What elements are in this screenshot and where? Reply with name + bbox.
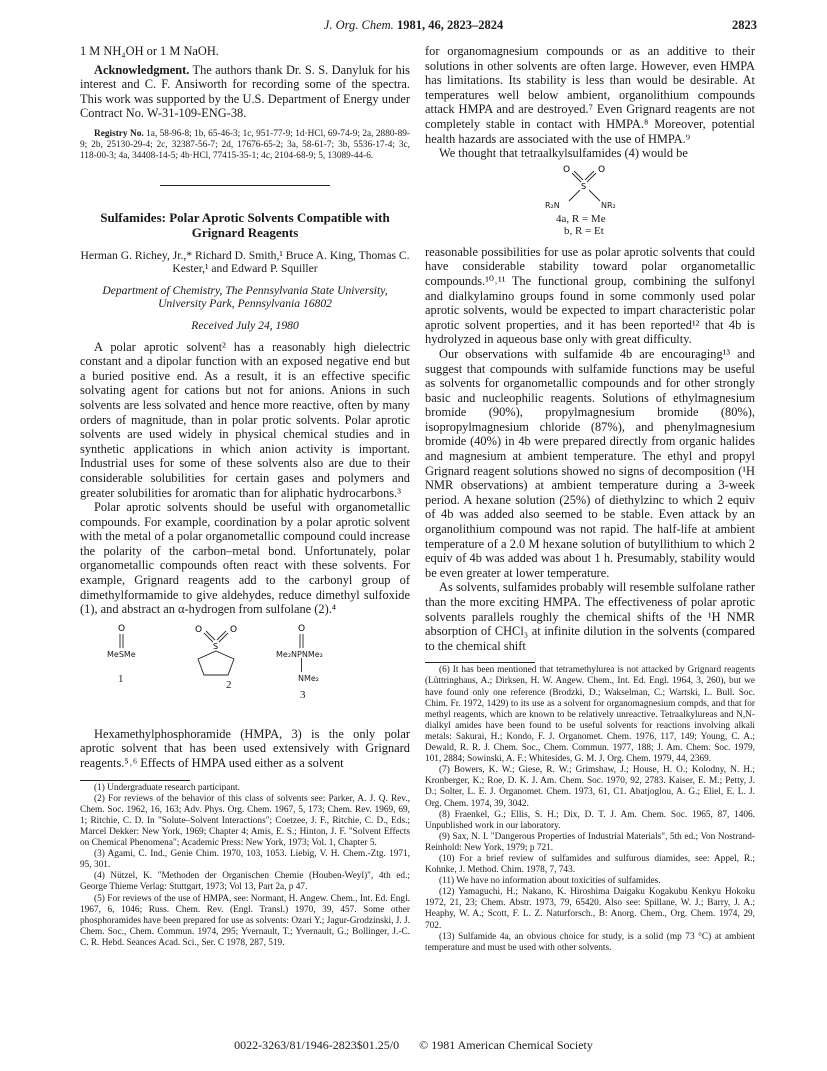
left-column (80, 44, 410, 949)
structure-2-number: 2 (226, 678, 232, 691)
structure-4-left-group: R₂N (545, 200, 560, 210)
article-affiliation: Department of Chemistry, The Pennsylvania State University, University Park, Pennsylvania 16802 (102, 283, 388, 311)
right-paragraph-4: Our observations with sulfamide 4b are encouraging¹³ and suggest that compounds with sulfamide functions may be useful as solvents for organometallic compounds and for other strongly basic and nucleophilic reagents. Solutions of ethylmagnesium bromide (90%), propylmagnesium bromide (80%), isopropylmagnesium chloride (87%), and phenylmagnesium bromide (40%) in 4b were prepared directly from organic halides and magnesium at ambient temperature. The ethyl and propyl Grignard reagent solutions showed no signs of decomposition (¹H NMR observations) at ambient temperature during a 3-week period. A hexane solution (25%) of diethylzinc to which 2 equiv of 4b was added also seemed to be stable. Even attack by an organolithium compound was not rapid. The half-life at ambient temperature of a 2.0 M hexane solution of butyllithium to which 2 equiv of 4b was added was about 1 h. Presumably, stability would be even greater at lower temperature. (425, 346, 755, 580)
structure-3-label-bottom: NMe₂ (298, 673, 320, 683)
publication-code: 0022-3263/81/1946-2823$01.25/0 (234, 1038, 400, 1052)
structure-4 (425, 161, 755, 237)
continued-line: 1 M NH₄OH or 1 M NaOH. (80, 44, 219, 58)
journal-name: J. Org. Chem. (323, 18, 394, 32)
footnote-13: (13) Sulfamide 4a, an obvious choice for study, is a solid (mp 73 °C) at ambient temperature and must be used with other solvents. (425, 931, 755, 953)
footnote-2: (2) For reviews of the behavior of this class of solvents see: Parker, A. J. Q. Rev., Chem. Soc. 1962, 16, 163; Adv. Phys. Org. Chem. 1967, 5, 173; Chem. Rev. 1969, 69, 1; Ritchie, C. D. In "Solute–Solvent Interactions"; Coetzee, J. F., Ritchie, C. D., Eds.; Marcel Dekker: New York, 1969; Chapter 4; Amis, E. S.; Hinton, J. F. "Solvent Effects on Chemical Phenomena"; Academic Press: New York, 1973; Vol. 1, Chapter 5. (80, 793, 410, 849)
structure-4b-label: b, R = Et (564, 224, 604, 237)
svg-text:O: O (118, 623, 126, 634)
svg-text:O: O (598, 164, 606, 175)
footnote-7: (7) Bowers, K. W.; Giese, R. W.; Grimshaw, J.; House, H. O.; Kolodny, N. H.; Kronberger, K.; Roe, D. K. J. Am. Chem. Soc. 1970, 92, 2783. Kaiser, E. M.; Petty, J. D.; Solter, L. E. J. Organomet. Chem. 1973, 61, C1. Abatjoglou, A. G.; Eliel, E. L. J. Org. Chem. 1974, 39, 3042. (425, 765, 755, 809)
journal-citation: 1981, 46, 2823–2824 (393, 18, 504, 32)
section-divider (160, 185, 330, 186)
structure-4-right-group: NR₂ (601, 200, 616, 210)
article-authors: Herman G. Richey, Jr.,* Richard D. Smith,¹ Bruce A. King, Thomas C. Kester,¹ and Edward P. Squiller (80, 248, 410, 276)
right-paragraph-5: As solvents, sulfamides probably will resemble sulfolane rather than the more exciting HMPA. The effectiveness of polar aprotic solvents parallels roughly the chemical shifts of the ¹H NMR absorption of CHCl₃ at infinite dilution in the solvents (compared to the chemical shift (425, 580, 755, 653)
right-paragraph-1: for organomagnesium compounds or as an additive to their solutions in other solvents are often large. However, even HMPA has limitations. Its stability is less than would be desirable. At temperatures well below ambient, organolithium compounds attack HMPA and are destroyed.⁷ Even Grignard reagents are not completely stable in contact with HMPA.⁸ Moreover, potential health hazards are associated with the use of HMPA.⁹ (425, 44, 755, 146)
structure-4a-label: 4a, R = Me (556, 212, 606, 225)
right-footnotes (425, 665, 755, 953)
footnote-6: (6) It has been mentioned that tetramethylurea is not attacked by Grignard reagents (Lüttringhaus, A.; Dirksen, H. W. Angew. Chem., Int. Ed. Engl. 1964, 3, 260), but we have found only one reference (Brodzki, D.; Wakselman, C.; Wartski, L. Bull. Soc. Chim. Fr. 1972, 1429) to its use as a solvent for organomagnesium compds, and that for methyl reagents, which are known to be relatively unreactive. Tetraalkylureas and N,N-dialkyl amides have been found to be useful solvents for reactions involving alkali metals: Sakurai, H.; Kondo, F. J. Organomet. Chem. 1976, 117, 149; Young, C. A.; Dewald, R. R. J. Chem. Soc., Chem. Commun. 1977, 188; J. Am. Chem. Soc. 1979, 101, 2884; Sowinski, A. F.; Whitesides, G. M. J. Org. Chem. 1979, 44, 2369. (425, 665, 755, 765)
footnote-9: (9) Sax, N. I. "Dangerous Properties of Industrial Materials", 5th ed.; Von Nostrand-Reinhold: New York, 1979; p 721. (425, 831, 755, 853)
registry-numbers (80, 129, 410, 163)
registry-body: 1a, 58-96-8; 1b, 65-46-3; 1c, 951-77-9; 1d·HCl, 69-74-9; 2a, 2880-89-9; 2b, 25130-29-4; 2c, 32387-56-7; 2d, 17676-65-2; 3a, 58-61-7; 3b, 5536-17-4; 3c, 118-00-3; 4a, 34408-14-5; 4b·HCl, 77415-35-1; 4c, 2104-68-9; 5, 13089-44-6. (80, 128, 410, 162)
structures-1-2-3 (80, 617, 410, 727)
left-footnotes (80, 783, 410, 949)
registry-title: Registry No. (94, 128, 144, 139)
structure-3-number: 3 (300, 688, 306, 701)
svg-text:S: S (213, 641, 219, 651)
page-footer (0, 1038, 827, 1053)
acknowledgment-title: Acknowledgment. (94, 62, 190, 77)
acknowledgment-body: The authors thank Dr. S. S. Danyluk for his interest and C. F. Ansiworth for recording some of the spectra. This work was supported by the U.S. Department of Energy under Contract No. W-31-109-ENG-38. (80, 62, 410, 121)
running-head (70, 18, 757, 36)
svg-text:O: O (230, 624, 238, 635)
svg-text:O: O (298, 623, 306, 634)
footnote-5: (5) For reviews of the use of HMPA, see: Normant, H. Angew. Chem., Int. Ed. Engl. 1967, 6, 1046; Russ. Chem. Rev. (Engl. Transl.) 1970, 39, 457. Some other phosphoramides have been prepared for use as solvents: Ozari Y.; Jagur-Grodzinski, J. J. Chem. Soc., Chem. Commun. 1974, 295; Yvernault, T.; Yvernault, G.; Bollinger, J.-C. C. R. Hebd. Seances Acad. Sci., Ser. C 1978, 287, 519. (80, 893, 410, 948)
right-footnote-rule (425, 662, 535, 663)
svg-text:S: S (581, 181, 587, 191)
structure-3-label-top: Me₂NPNMe₂ (276, 649, 323, 659)
right-paragraph-3: reasonable possibilities for use as polar aprotic solvents that could have considerable stability toward polar organometallic compounds.¹⁰˒¹¹ The functional group, combining the sulfonyl and dialkylamino groups found in some commonly used polar aprotic solvents, would be expected to impart characteristic polar aprotic solvent properties, and it has been reported¹² that 4b is hydrolyzed in aqueous base only with great difficulty. (425, 244, 755, 347)
structure-1-label: MeSMe (107, 649, 136, 659)
footnote-11: (11) We have no information about toxicities of sulfamides. (439, 876, 661, 887)
body-paragraph-3: Hexamethylphosphoramide (HMPA, 3) is the only polar aprotic solvent that has been used extensively with Grignard reagents.⁵˒⁶ Effects of HMPA used either as a solvent (80, 726, 410, 771)
footnote-8: (8) Fraenkel, G.; Ellis, S. H.; Dix, D. T. J. Am. Chem. Soc. 1965, 87, 1406. Unpublished work in our laboratory. (425, 809, 755, 831)
footnote-rule (80, 780, 190, 781)
right-column (425, 44, 755, 954)
right-paragraph-2: We thought that tetraalkylsulfamides (4) would be (439, 146, 688, 161)
footnote-10: (10) For a brief review of sulfamides and sulfurous diamides, see: Appel, R.; Kohnke, J. Method. Chim. 1978, 7, 743. (425, 853, 755, 876)
body-paragraph-1: A polar aprotic solvent² has a reasonably high dielectric constant and a dipolar function with an exposed negative end but a buried positive end. As a result, it is an effective specific solvating agent for cations but not for anions. Anions in such solvents are less solvated and hence more reactive, often by many orders of magnitude, than in polar protic solvents. Polar aprotic solvents are used widely in physical chemical studies and in synthetic applications in which anion activity is important. Industrial uses for some of these solvents also are due to their considerable solubilities for certain gases and polymers and greater solubilities for aromatic than for aliphatic hydrocarbons.³ (80, 339, 410, 500)
svg-text:O: O (563, 164, 571, 175)
copyright-notice: © 1981 American Chemical Society (419, 1038, 593, 1052)
article-title: Sulfamides: Polar Aprotic Solvents Compatible with Grignard Reagents (100, 209, 390, 241)
footnote-1: (1) Undergraduate research participant. (94, 782, 240, 793)
acknowledgment (80, 63, 410, 121)
footnote-4: (4) Nützel, K. "Methoden der Organischen Chemie (Houben-Weyl)", 4th ed.; George Thieme Verlag: Stuttgart, 1973; Vol 13, Part 2a, p 47. (80, 871, 410, 893)
structure-1-number: 1 (118, 672, 124, 685)
structure-drawings (80, 617, 410, 727)
svg-text:O: O (195, 624, 203, 635)
footnote-12: (12) Yamaguchi, H.; Nakano, K. Hiroshima Daigaku Kogakubu Kenkyu Hokoku 1972, 21, 23; Chem. Abstr. 1973, 79, 65420. Also see: Spillane, W. J.; Barry, J. A.; Heaphy, W. A.; Scott, F. L. Z. Naturforsch., B: Anorg. Chem., Org. Chem. 1974, 29, 702. (425, 887, 755, 931)
received-date: Received July 24, 1980 (191, 318, 299, 332)
footnote-3: (3) Agami, C. Ind., Genie Chim. 1970, 103, 1053. Liebig, V. H. Chem.-Ztg. 1971, 95, 301. (80, 849, 410, 871)
body-paragraph-2: Polar aprotic solvents should be useful with organometallic compounds. For example, coordination by a polar aprotic solvent with the metal of a polar organometallic compound could increase the polarity of the carbon–metal bond. Unfortunately, polar organometallic compounds often react with these solvents. For example, Grignard reagents add to the carbonyl group of dimethylformamide to give aldehydes, reduce dimethyl sulfoxide (1), and abstract an α-hydrogen from sulfolane (2).⁴ (80, 500, 410, 617)
page-number: 2823 (732, 18, 757, 32)
